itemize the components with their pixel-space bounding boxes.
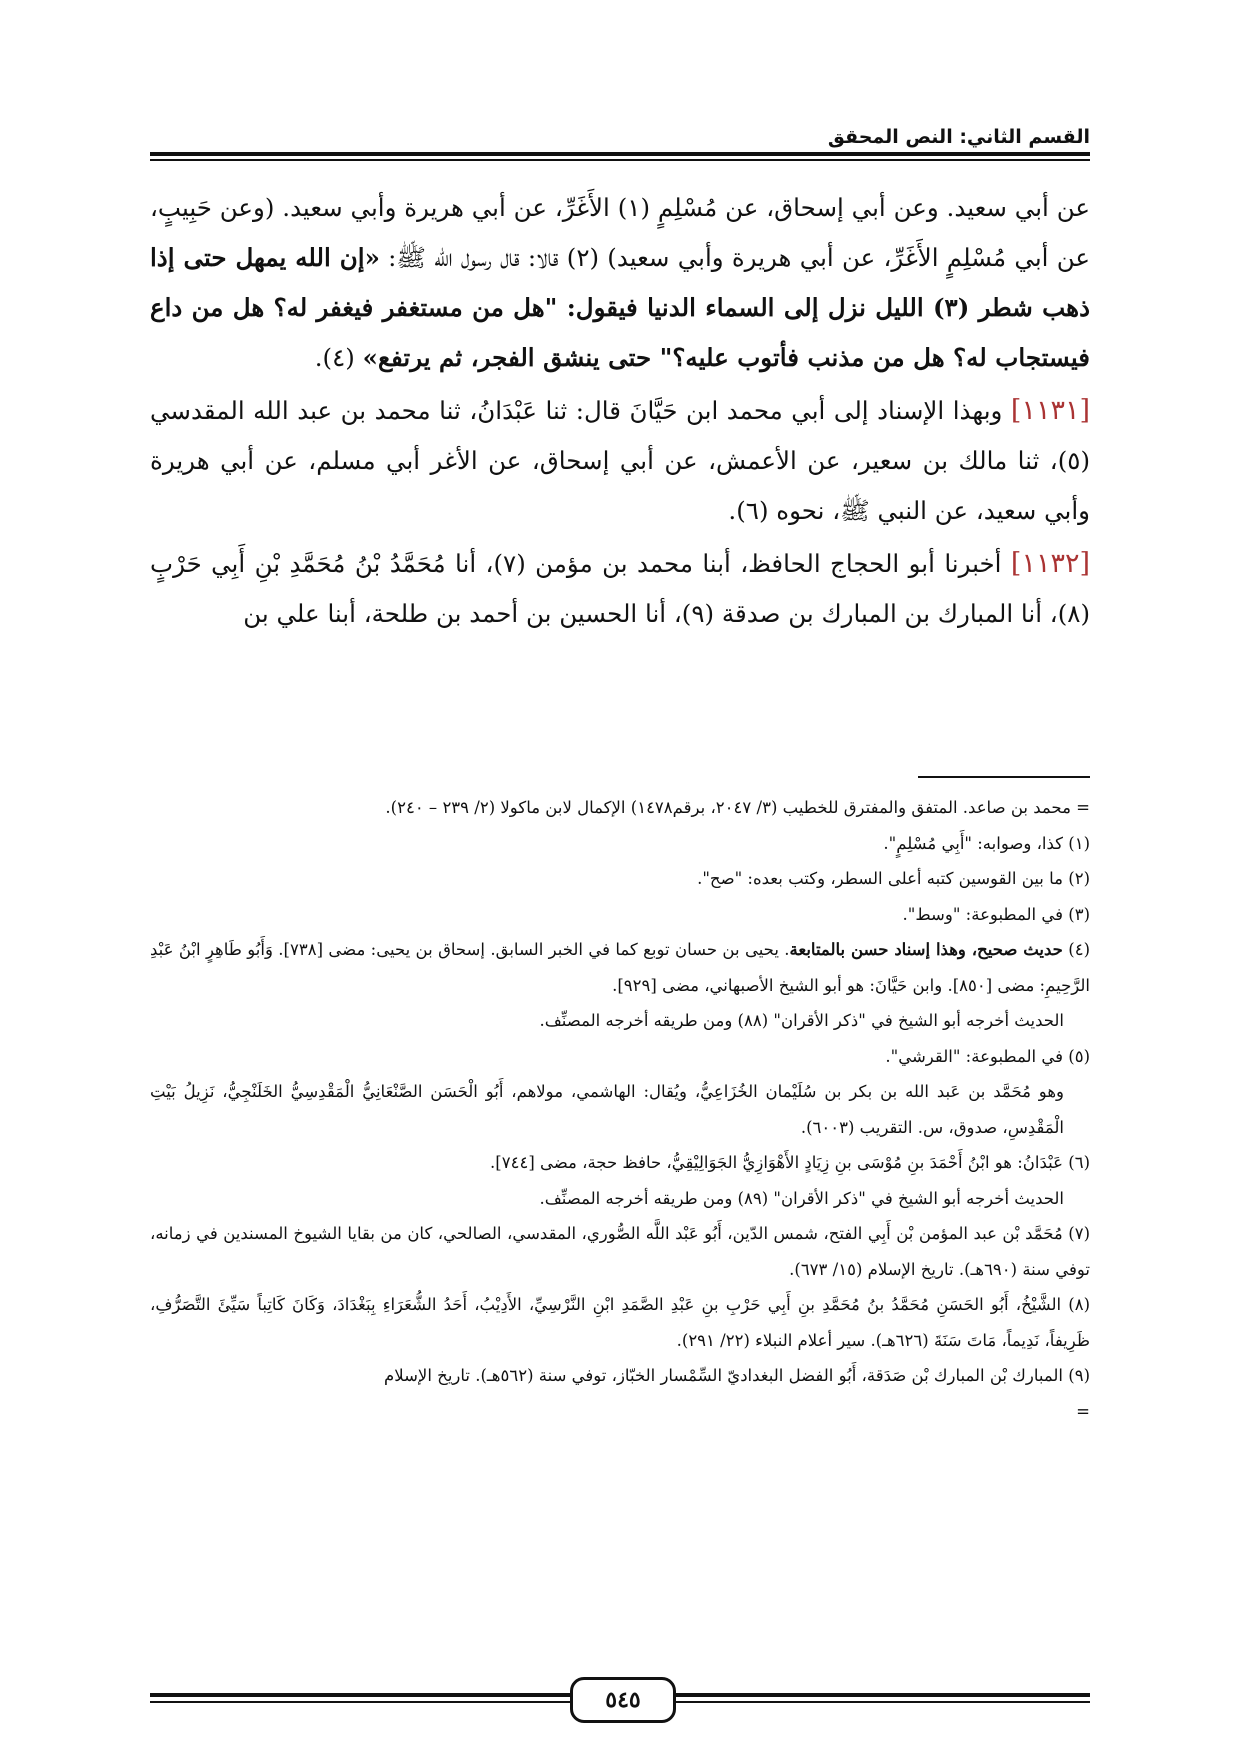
hadith-1132 xyxy=(150,539,1090,639)
footnote-3: (٣) في المطبوعة: "وسط". xyxy=(902,904,1090,924)
hadith-1131 xyxy=(150,386,1090,536)
header-rule xyxy=(150,152,1090,161)
page-number-frame xyxy=(150,1675,1090,1725)
footnote-8: (٨) الشَّيْخُ، أَبُو الحَسَنِ مُحَمَّدُ بنُ مُحَمَّدِ بنِ أَبِي حَرْبِ بنِ عَبْدِ الصَّمَدِ ابْنِ النَّرْسِيِّ، الأَدِيْبُ، أَحَدُ الشُّعَرَاءِ بِبَغْدَادَ، وَكَانَ كَاتِباً سَيِّئَ التَّصَرُّفِ، ظَرِيفاً، نَدِيماً، مَاتَ سَنَةَ (٦٢٦هـ). سير أعلام النبلاء (٢٢/ ٢٩١). xyxy=(150,1295,1090,1350)
paragraph-continuation xyxy=(150,183,1090,383)
footnote-separator xyxy=(918,776,1090,778)
footnote-grading: حديث صحيح، وهذا إسناد حسن بالمتابعة xyxy=(789,940,1063,959)
main-text xyxy=(150,183,1090,642)
footnote-continuation-marker: = xyxy=(1076,1401,1090,1421)
footnote-4-continued: الحديث أخرجه أبو الشيخ في "ذكر الأقران" (٨٨) ومن طريقه أخرجه المصنِّف. xyxy=(539,1011,1064,1030)
footnote-1: (١) كذا، وصوابه: "أَبِي مُسْلِمٍ". xyxy=(883,833,1090,853)
paragraph-text: أخبرنا أبو الحجاج الحافظ، أبنا محمد بن مؤمن (٧)، أنا مُحَمَّدُ بْنُ مُحَمَّدِ بْنِ أَبِي حَرْبٍ (٨)، أنا المبارك بن المبارك بن صدقة (٩)، أنا الحسين بن أحمد بن طلحة، أبنا علي بن xyxy=(150,549,1090,628)
footnote-5-continued: وهو مُحَمَّد بن عَبد الله بن بكر بن سُلَيْمان الخُزَاعِيُّ، ويُقال: الهاشمي، مولاهم، أَبُو الْحَسَن الصَّنْعَانِيُّ الْمَقْدِسِيُّ الخَلَنْجِيُّ، نَزِيلُ بَيْتِ الْمَقْدِسِ، صدوق، س. التقريب (٦٠٠٣). xyxy=(150,1082,1064,1137)
footnote-carryover: = محمد بن صاعد. المتفق والمفترق للخطيب (٣/ ٢٠٤٧، برقم١٤٧٨) الإكمال لابن ماكولا (٢/ ٢٣٩ – ٢٤٠). xyxy=(385,798,1090,817)
page-number: ٥٤٥ xyxy=(570,1677,676,1723)
footnote-5: (٥) في المطبوعة: "القرشي". xyxy=(885,1046,1090,1066)
footnote-6: (٦) عَبْدَانُ: هو ابْنُ أَحْمَدَ بنِ مُوْسَى بنِ زِيَادٍ الأَهْوَازِيُّ الجَوَالِيْقِيُّ، حافظ حجة، مضى [٧٤٤]. xyxy=(490,1153,1090,1172)
footnote-7: (٧) مُحَمَّد بْن عبد المؤمن بْن أَبِي الفتح، شمس الدّين، أَبُو عَبْد اللَّه الصُّوري، المقدسي، الصالحي، كان من بقايا الشيوخ المسندين في زمانه، توفي سنة (٦٩٠هـ). تاريخ الإسلام (١٥/ ٦٧٣). xyxy=(150,1224,1090,1279)
paragraph-end: (٤). xyxy=(314,343,363,372)
running-header-title: القسم الثاني: النص المحقق xyxy=(827,126,1090,148)
hadith-text: «إن الله يمهل حتى إذا ذهب شطر (٣) الليل نزل إلى السماء الدنيا فيقول: "هل من مستغفر فيغفر له؟ هل من داع فيستجاب له؟ هل من مذنب فأتوب عليه؟" حتى ينشق الفجر، ثم يرتفع» xyxy=(150,243,1090,372)
footnote-label: (٤) xyxy=(1062,940,1090,959)
hadith-number: [١١٣١] xyxy=(1010,395,1090,426)
paragraph-text: عن أبي سعيد. وعن أبي إسحاق، عن مُسْلِمٍ (١) الأَغَرِّ، عن أبي هريرة وأبي سعيد. (وعن حَبِيبٍ، عن أبي مُسْلِمٍ الأَغَرِّ، عن أبي هريرة وأبي سعيد) (٢) قالا: قال رسول الله ﷺ: xyxy=(150,193,1090,272)
footnote-6-continued: الحديث أخرجه أبو الشيخ في "ذكر الأقران" (٨٩) ومن طريقه أخرجه المصنِّف. xyxy=(539,1188,1064,1208)
footnote-4 xyxy=(150,932,1090,1003)
paragraph-text: وبهذا الإسناد إلى أبي محمد ابن حَيَّانَ قال: ثنا عَبْدَانُ، ثنا محمد بن عبد الله المقدسي (٥)، ثنا مالك بن سعير، عن الأعمش، عن أبي إسحاق، عن الأغر أبي مسلم، عن أبي هريرة وأبي سعيد، عن النبي ﷺ، نحوه (٦). xyxy=(150,396,1090,525)
footnote-9: (٩) المبارك بْن المبارك بْن صَدَقة، أَبُو الفضل البغداديّ السِّمْسار الخبّاز، توفي سنة (٥٦٢هـ). تاريخ الإسلام xyxy=(384,1366,1090,1385)
hadith-number: [١١٣٢] xyxy=(1010,548,1090,579)
footnote-text: . يحيى بن حسان توبع كما في الخبر السابق. إسحاق بن يحيى: مضى [٧٣٨]. وَأَبُو طَاهِرٍ ابْنُ عَبْدِ الرَّحِيمِ: مضى [٨٥٠]. وابن حَيَّانَ: هو أبو الشيخ الأصبهاني، مضى [٩٢٩]. xyxy=(150,940,1090,995)
footnote-2: (٢) ما بين القوسين كتبه أعلى السطر، وكتب بعده: "صح". xyxy=(697,869,1090,888)
footnotes xyxy=(150,790,1090,1429)
